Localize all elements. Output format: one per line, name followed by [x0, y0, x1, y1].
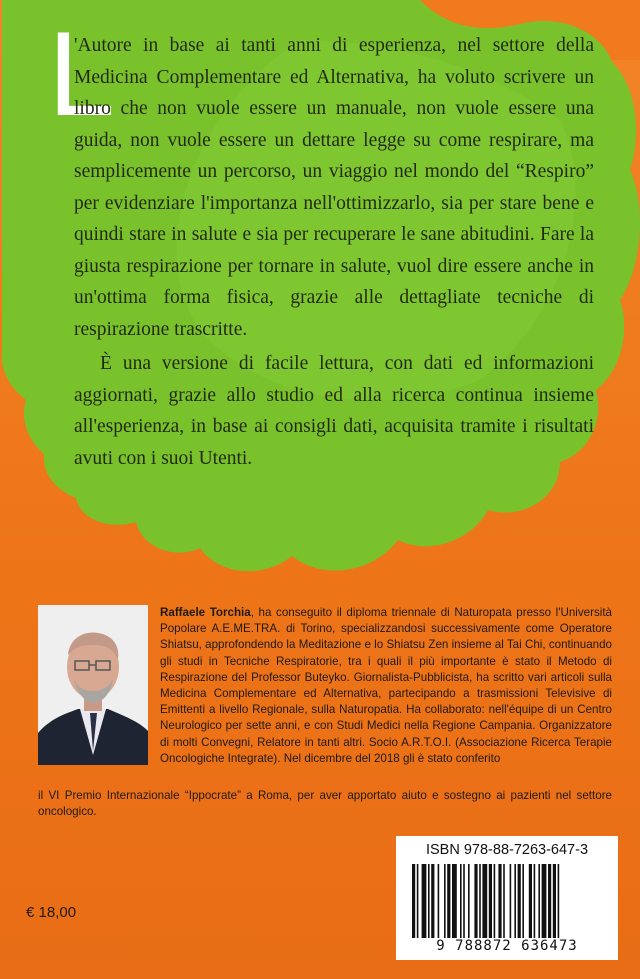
drop-cap-letter: L [48, 7, 115, 141]
author-bio-continued: il VI Premio Internazionale “Ippocrate” a Roma, per aver apportato aiuto e sostegno ai pazienti nel settore oncologico. [38, 789, 612, 819]
barcode-digits: 9 788872 636473 [436, 938, 578, 954]
author-bio-text: , ha conseguito il diploma triennale di Naturopata presso l'Università Popolare A.E.ME.TRA. di Torino, specializzandosi successivamente come Operatore Shiatsu, approfondendo la Meditazione e lo Shiatsu Zen insieme al Tai Chi, continuando gli studi in Tecniche Respiratorie, tra i quali il più importante è stato il Metodo di Respirazione del Professor Buteyko. Giornalista-Pubblicista, ha scritto vari articoli sulla Medicina Complementare ed Alternativa, partecipando a trasmissioni Televisive di Emittenti a livello Regionale, sulla Naturopatia. Ha collaborato: nell'équipe di un Centro Neurologico per sette anni, e con Studi Medici nella Regione Campania. Organizzatore di molti Convegni, Relatore in tanti altri. Socio A.R.T.O.I. (Associazione Ricerca Terapie Oncologiche Integrate). Nel dicembre del 2018 gli è stato conferito [160, 606, 612, 765]
synopsis-text [74, 30, 594, 474]
isbn-label: ISBN 978-88-7263-647-3 [425, 842, 589, 858]
barcode-icon [412, 864, 606, 938]
price-label: € 18,00 [26, 904, 77, 921]
synopsis-paragraph-1: 'Autore in base ai tanti anni di esperienza, nel settore della Medicina Complementare ed Alternativa, ha voluto scrivere un libro che non vuole essere un manuale, non vuole essere una guida, non vuole essere un dettare legge su come respirare, ma semplicemente un percorso, un viaggio nel mondo del “Respiro” per evidenziare l'importanza nell'ottimizzarlo, sia per stare bene e quindi stare in salute e sia per recuperare le sane abitudini. Fare la giusta respirazione per tornare in salute, vuol dire essere anche in un'ottima forma fisica, grazie alle dettagliate tecniche di respirazione trascritte. [74, 35, 594, 340]
author-bio [160, 605, 612, 767]
author-photo [38, 605, 148, 765]
author-portrait-icon [38, 605, 148, 765]
barcode-box [396, 836, 618, 960]
synopsis-paragraph-2: È una versione di facile lettura, con dati ed informazioni aggiornati, grazie allo studio ed alla ricerca continua insieme all'esperienza, in base ai consigli dati, acquisita tramite i risultati avuti con i suoi Utenti. [74, 353, 594, 469]
author-name: Raffaele Torchia [160, 606, 251, 619]
